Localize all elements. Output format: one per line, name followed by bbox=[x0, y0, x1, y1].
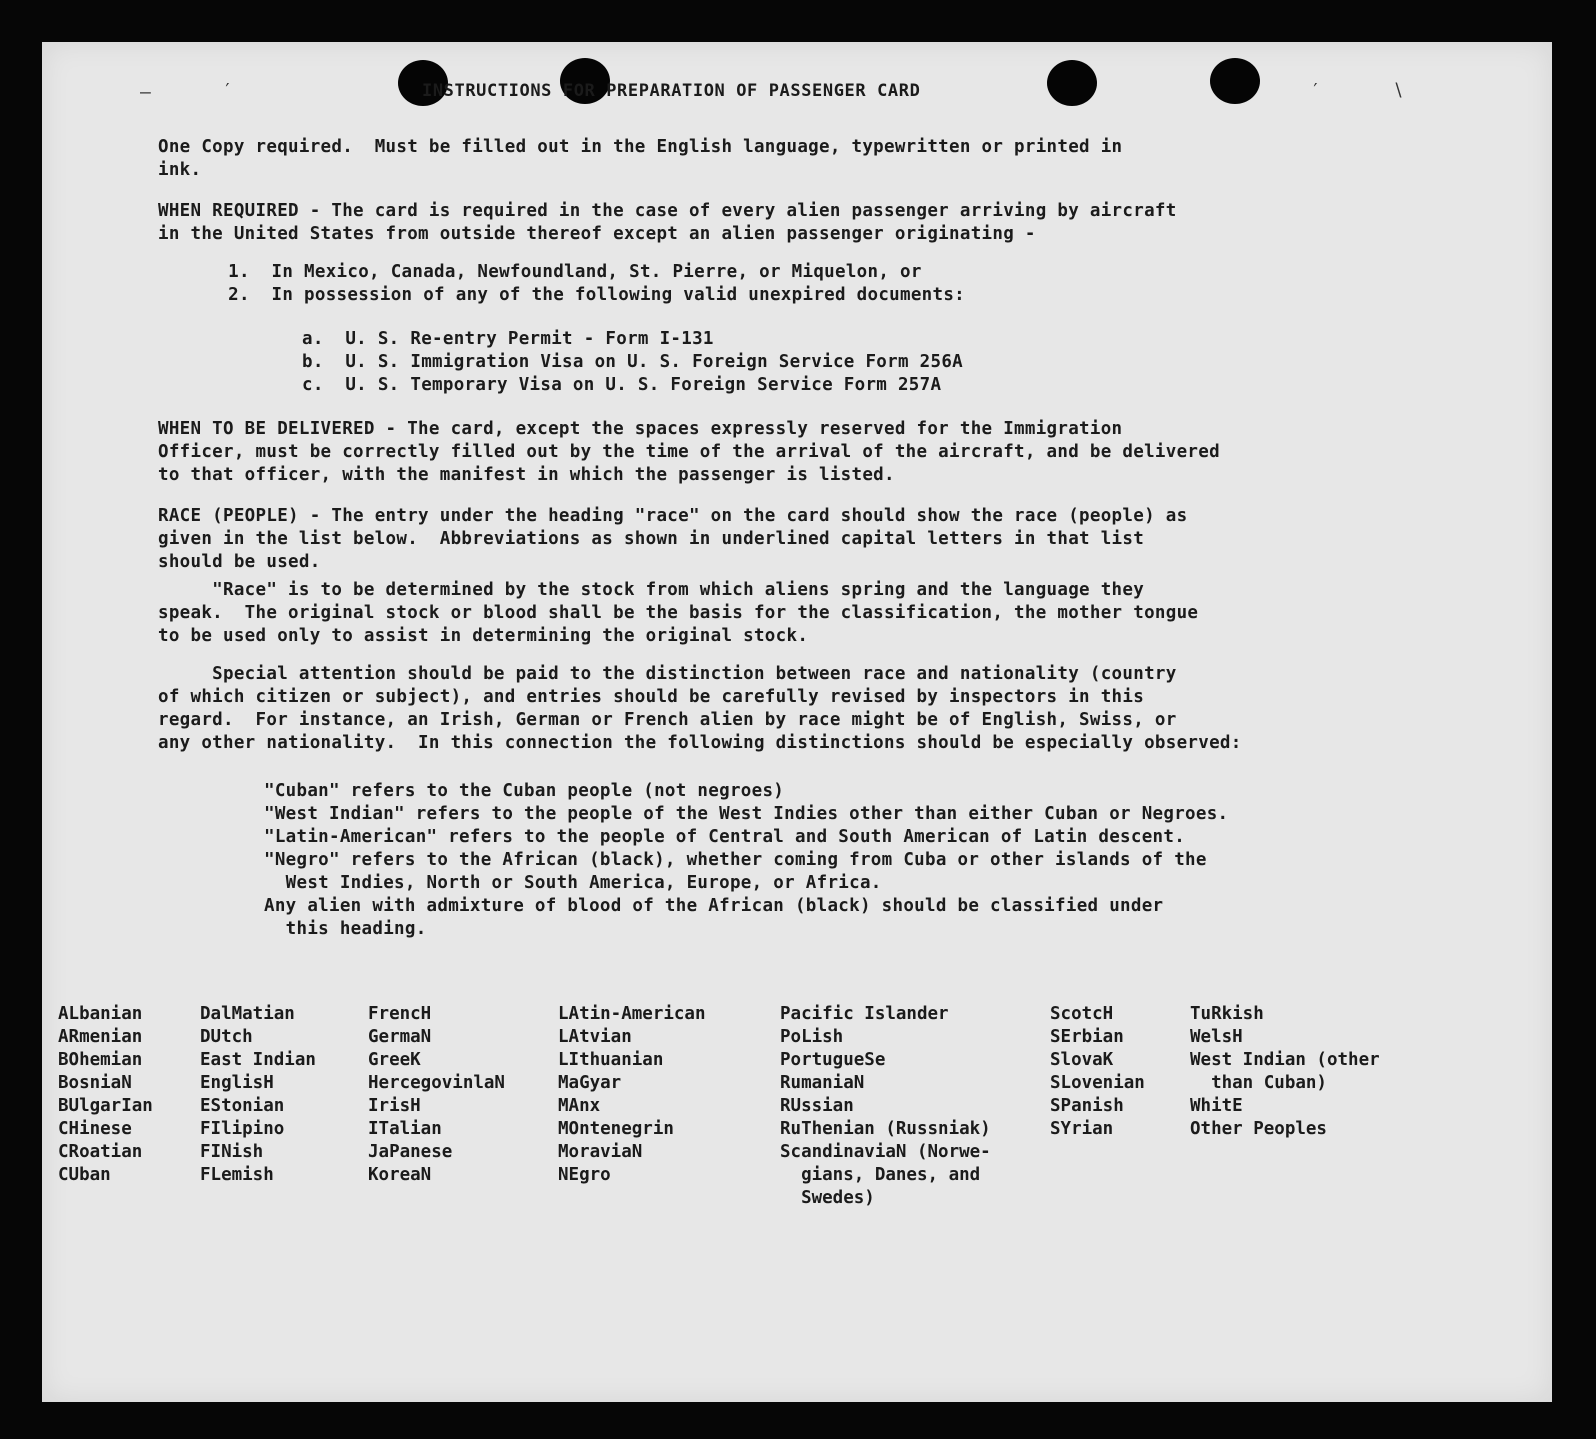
race-column bbox=[1050, 1003, 1145, 1141]
race-entry: ITalian bbox=[368, 1119, 442, 1139]
race-entry: SPanish bbox=[1050, 1096, 1124, 1116]
race-entry: KoreaN bbox=[368, 1165, 432, 1185]
stray-mark: ∖ bbox=[1392, 80, 1404, 101]
stray-mark: – bbox=[140, 82, 151, 103]
stray-mark: ′ bbox=[1310, 80, 1321, 101]
race-column bbox=[200, 1003, 316, 1187]
race-entry: SLovenian bbox=[1050, 1073, 1145, 1093]
race-entry: NEgro bbox=[558, 1165, 611, 1185]
race-entry: RuThenian (Russniak) bbox=[780, 1119, 991, 1139]
race-entry: MAnx bbox=[558, 1096, 601, 1116]
race-entry: RUssian bbox=[780, 1096, 854, 1116]
race-entry: gians, Danes, and bbox=[780, 1165, 981, 1185]
race-entry: CRoatian bbox=[58, 1142, 143, 1162]
page-title: INSTRUCTIONS FOR PREPARATION OF PASSENGER CARD bbox=[422, 81, 921, 101]
race-entry: ScotcH bbox=[1050, 1004, 1114, 1024]
race-entry: TuRkish bbox=[1190, 1004, 1264, 1024]
when-delivered-paragraph: WHEN TO BE DELIVERED - The card, except the spaces expressly reserved for the Immigration Officer, must be correctly filled out by the time of the arrival of the aircraft, and be delivered to that officer, with the manifest in which the passenger is listed. bbox=[158, 419, 1220, 485]
stray-mark: ′ bbox=[222, 80, 233, 101]
race-entry: ScandinaviaN (Norwe- bbox=[780, 1142, 991, 1162]
race-entry: MaGyar bbox=[558, 1073, 622, 1093]
race-entry: DUtch bbox=[200, 1027, 253, 1047]
race-entry: West Indian (other bbox=[1190, 1050, 1380, 1070]
race-entry: JaPanese bbox=[368, 1142, 453, 1162]
race-entry: RumaniaN bbox=[780, 1073, 865, 1093]
race-entry: CUban bbox=[58, 1165, 111, 1185]
race-entry: MoraviaN bbox=[558, 1142, 643, 1162]
when-required-paragraph: WHEN REQUIRED - The card is required in the case of every alien passenger arriving by aircraft in the United States from outside thereof except an alien passenger originating - bbox=[158, 201, 1177, 244]
race-determined-paragraph: "Race" is to be determined by the stock from which aliens spring and the language they speak. The original stock or blood shall be the basis for the classification, the mother tongue to be used only to assist in determining the original stock. bbox=[158, 580, 1199, 646]
document-list: a. U. S. Re-entry Permit - Form I-131 b. U. S. Immigration Visa on U. S. Foreign Service Form 256A c. U. S. Temporary Visa on U. S. Foreign Service Form 257A bbox=[302, 329, 963, 395]
race-column bbox=[780, 1003, 991, 1210]
race-entry: PortugueSe bbox=[780, 1050, 886, 1070]
race-entry: LAtin-American bbox=[558, 1004, 706, 1024]
race-entry: DalMatian bbox=[200, 1004, 295, 1024]
race-entry: BUlgarIan bbox=[58, 1096, 153, 1116]
race-entry: IrisH bbox=[368, 1096, 421, 1116]
race-entry: LAtvian bbox=[558, 1027, 632, 1047]
race-entry: Swedes) bbox=[780, 1188, 875, 1208]
race-entry: FrencH bbox=[368, 1004, 432, 1024]
punch-hole bbox=[1047, 60, 1097, 106]
race-entry: CHinese bbox=[58, 1119, 132, 1139]
special-attention-paragraph: Special attention should be paid to the distinction between race and nationality (country of which citizen or subject), and entries should be carefully revised by inspectors in this regard. For instance, an Irish, German or French alien by race might be of English, Swiss, or any other nationality. In this connection the following distinctions should be especially observed: bbox=[158, 664, 1242, 753]
requirement-list: 1. In Mexico, Canada, Newfoundland, St. Pierre, or Miquelon, or 2. In possession of any of the following valid unexpired documents: bbox=[228, 262, 966, 305]
race-entry: GreeK bbox=[368, 1050, 421, 1070]
race-column bbox=[368, 1003, 505, 1187]
race-entry: SErbian bbox=[1050, 1027, 1124, 1047]
race-entry: East Indian bbox=[200, 1050, 316, 1070]
race-entry: EnglisH bbox=[200, 1073, 274, 1093]
race-column bbox=[1190, 1003, 1380, 1141]
race-column bbox=[558, 1003, 706, 1187]
race-entry: BosniaN bbox=[58, 1073, 132, 1093]
race-entry: HercegovinlaN bbox=[368, 1073, 505, 1093]
race-entry: SYrian bbox=[1050, 1119, 1114, 1139]
race-entry: FINish bbox=[200, 1142, 264, 1162]
race-column bbox=[58, 1003, 153, 1187]
race-entry: GermaN bbox=[368, 1027, 432, 1047]
race-entry: EStonian bbox=[200, 1096, 285, 1116]
race-entry: FIlipino bbox=[200, 1119, 285, 1139]
race-entry: Pacific Islander bbox=[780, 1004, 949, 1024]
race-entry: FLemish bbox=[200, 1165, 274, 1185]
punch-hole bbox=[1210, 58, 1260, 104]
race-entry: LIthuanian bbox=[558, 1050, 664, 1070]
race-entry: SlovaK bbox=[1050, 1050, 1114, 1070]
race-entry: ALbanian bbox=[58, 1004, 143, 1024]
race-entry: PoLish bbox=[780, 1027, 844, 1047]
race-entry: than Cuban) bbox=[1190, 1073, 1327, 1093]
race-people-paragraph: RACE (PEOPLE) - The entry under the heading "race" on the card should show the race (people) as given in the list below. Abbreviations as shown in underlined capital letters in that list should be used. bbox=[158, 506, 1188, 572]
race-entry: ARmenian bbox=[58, 1027, 143, 1047]
copy-paragraph: One Copy required. Must be filled out in the English language, typewritten or printed in ink. bbox=[158, 137, 1123, 180]
race-entry: WhitE bbox=[1190, 1096, 1243, 1116]
race-entry: BOhemian bbox=[58, 1050, 143, 1070]
race-entry: MOntenegrin bbox=[558, 1119, 674, 1139]
race-entry: WelsH bbox=[1190, 1027, 1243, 1047]
race-entry: Other Peoples bbox=[1190, 1119, 1327, 1139]
distinctions-list: "Cuban" refers to the Cuban people (not negroes) "West Indian" refers to the people of the West Indies other than either Cuban or Negroes. "Latin-American" refers to the people of Central and South American of Latin descent. "Negro" refers to the African (black), whether coming from Cuba or other islands of the West Indies, North or South America, Europe, or Africa. Any alien with admixture of blood of the African (black) should be classified under this heading. bbox=[264, 781, 1229, 939]
